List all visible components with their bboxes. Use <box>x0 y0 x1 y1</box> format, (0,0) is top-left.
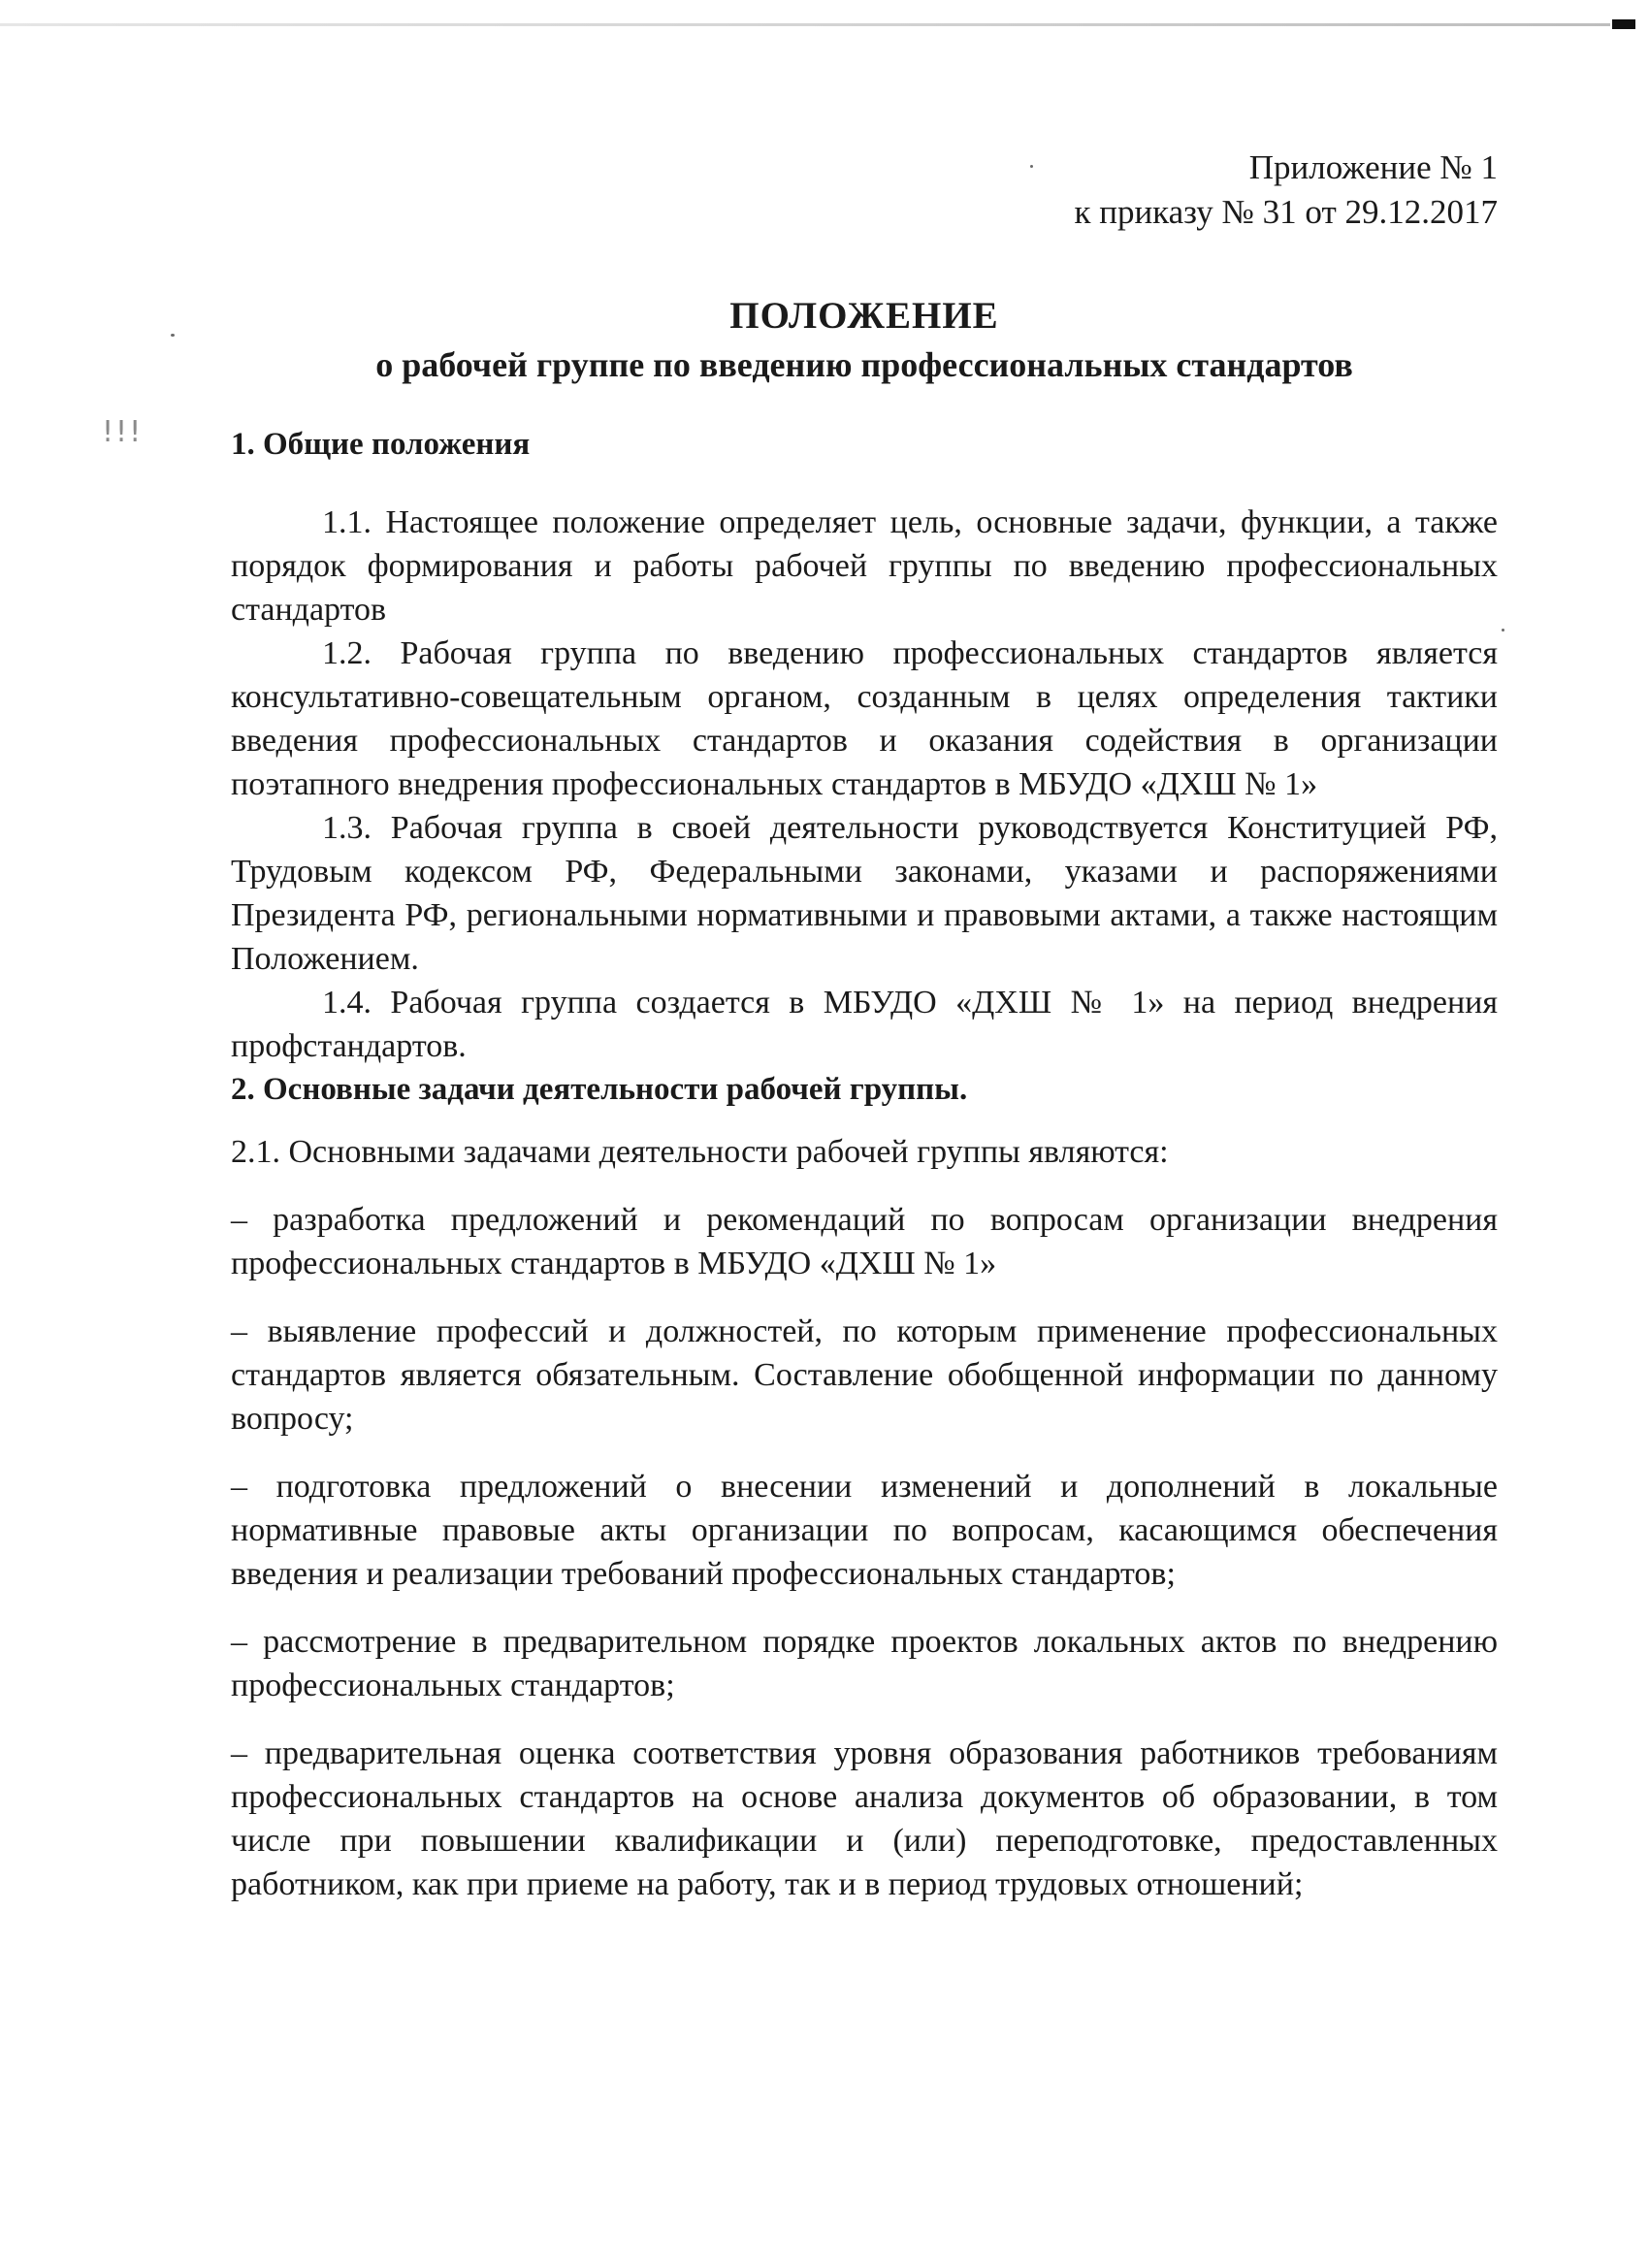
document-page <box>231 146 1498 1906</box>
document-subtitle: о рабочей группе по введению профессиональных стандартов <box>375 345 1353 384</box>
paragraph-1-4: 1.4. Рабочая группа создается в МБУДО «ДХШ № 1» на период внедрения профстандартов. <box>231 985 1498 1064</box>
task-list-item: – рассмотрение в предварительном порядке проектов локальных актов по внедрению профессиональных стандартов; <box>231 1624 1498 1703</box>
scan-speck <box>1502 629 1504 632</box>
paragraph-1-1: 1.1. Настоящее положение определяет цель, основные задачи, функции, а также порядок формирования и работы рабочей группы по введению профессиональных стандартов <box>231 504 1498 628</box>
scan-top-edge <box>0 23 1610 26</box>
paragraph-2-1: 2.1. Основными задачами деятельности рабочей группы являются: <box>231 1134 1169 1170</box>
scan-speck <box>171 334 175 337</box>
task-list-item: – подготовка предложений о внесении изменений и дополнений в локальные нормативные правовые акты организации по вопросам, касающимся обеспечения введения и реализации требований профессиональных стандартов; <box>231 1469 1498 1592</box>
annex-block <box>231 146 1498 235</box>
task-list-item: – разработка предложений и рекомендаций по вопросам организации внедрения профессиональных стандартов в МБУДО «ДХШ № 1» <box>231 1202 1498 1281</box>
task-list-item: – предварительная оценка соответствия уровня образования работников требованиям профессиональных стандартов на основе анализа документов об образовании, в том числе при повышении квалификации и (или) переподготовке, предоставленных работником, как при приеме на работу, так и в период трудовых отношений; <box>231 1735 1498 1902</box>
annex-number: Приложение № 1 <box>1248 148 1498 186</box>
paragraph-1-2: 1.2. Рабочая группа по введению профессиональных стандартов является консультативно-совещательным органом, созданным в целях определения тактики введения профессиональных стандартов и оказания содействия в организации поэтапного внедрения профессиональных стандартов в МБУДО «ДХШ № 1» <box>231 635 1498 802</box>
annex-order-reference: к приказу № 31 от 29.12.2017 <box>1074 193 1498 231</box>
document-title: ПОЛОЖЕНИЕ <box>729 295 999 337</box>
section-heading-general: 1. Общие положения <box>231 427 531 462</box>
paragraph-1-3: 1.3. Рабочая группа в своей деятельности руководствуется Конституцией РФ, Трудовым кодексом РФ, Федеральными законами, указами и распоряжениями Президента РФ, региональными нормативными и правовыми актами, а также настоящим Положением. <box>231 810 1498 977</box>
section-heading-tasks: 2. Основные задачи деятельности рабочей группы. <box>231 1072 968 1107</box>
scan-corner-mark <box>1612 19 1635 29</box>
margin-mark: !!! <box>99 415 141 449</box>
task-list-item: – выявление профессий и должностей, по которым применение профессиональных стандартов является обязательным. Составление обобщенной информации по данному вопросу; <box>231 1313 1498 1437</box>
